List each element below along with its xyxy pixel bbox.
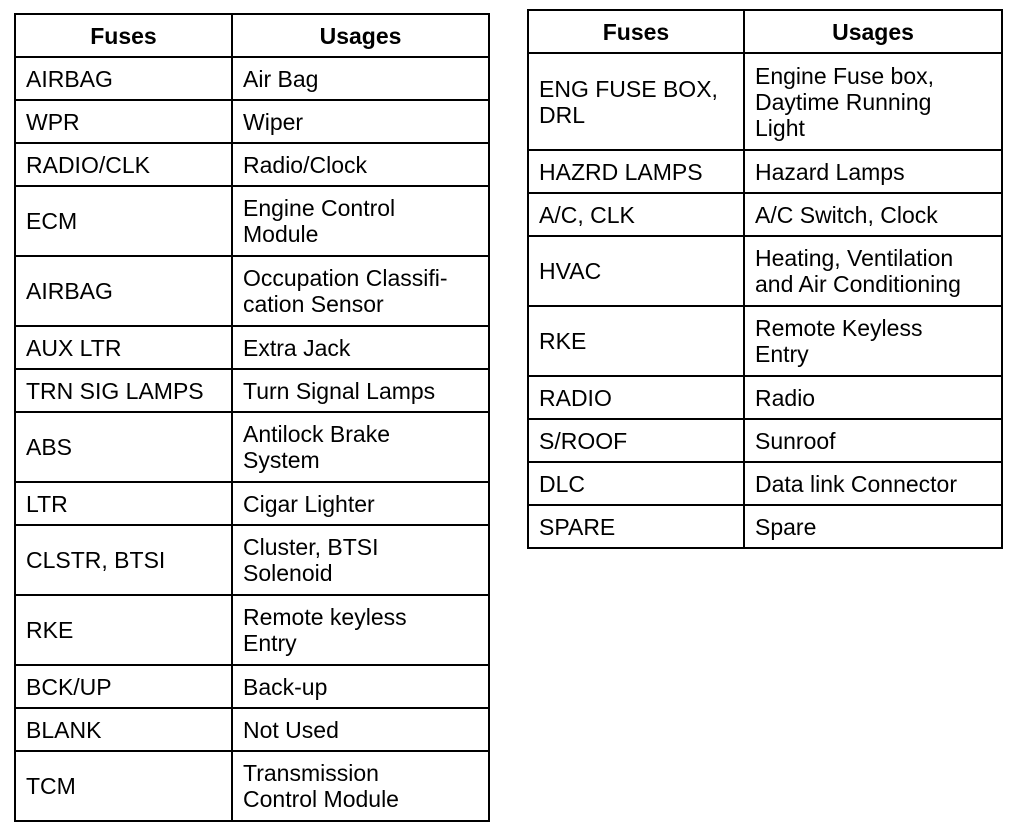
fuse-table-left xyxy=(14,13,490,822)
table-row xyxy=(528,462,1002,505)
fuse-cell: HAZRD LAMPS xyxy=(528,150,744,193)
usage-cell: Engine Control Module xyxy=(232,186,489,256)
fuse-cell: AIRBAG xyxy=(15,256,232,326)
table-row xyxy=(528,193,1002,236)
header-fuses: Fuses xyxy=(528,10,744,53)
table-row xyxy=(15,665,489,708)
usage-cell: Radio xyxy=(744,376,1002,419)
table-header-row xyxy=(528,10,1002,53)
header-fuses: Fuses xyxy=(15,14,232,57)
fuse-cell: RKE xyxy=(15,595,232,665)
table-header-row xyxy=(15,14,489,57)
usage-cell: Air Bag xyxy=(232,57,489,100)
table-row xyxy=(528,505,1002,548)
table-row xyxy=(15,143,489,186)
fuse-cell: RADIO xyxy=(528,376,744,419)
fuse-cell: RKE xyxy=(528,306,744,376)
fuse-cell: ENG FUSE BOX, DRL xyxy=(528,53,744,150)
fuse-cell: BCK/UP xyxy=(15,665,232,708)
table-row xyxy=(15,708,489,751)
usage-cell: Sunroof xyxy=(744,419,1002,462)
usage-cell: Occupation Classifi- cation Sensor xyxy=(232,256,489,326)
fuse-cell: SPARE xyxy=(528,505,744,548)
usage-cell: Remote keyless Entry xyxy=(232,595,489,665)
fuse-cell: TCM xyxy=(15,751,232,821)
fuse-cell: HVAC xyxy=(528,236,744,306)
table-row xyxy=(528,306,1002,376)
fuse-table-right xyxy=(527,9,1003,549)
fuse-cell: TRN SIG LAMPS xyxy=(15,369,232,412)
fuse-cell: A/C, CLK xyxy=(528,193,744,236)
usage-cell: Spare xyxy=(744,505,1002,548)
table-row xyxy=(15,751,489,821)
usage-cell: Heating, Ventilation and Air Conditioning xyxy=(744,236,1002,306)
table-row xyxy=(15,256,489,326)
usage-cell: Turn Signal Lamps xyxy=(232,369,489,412)
usage-cell: Extra Jack xyxy=(232,326,489,369)
fuse-cell: DLC xyxy=(528,462,744,505)
table-row xyxy=(15,100,489,143)
table-row xyxy=(15,326,489,369)
header-usages: Usages xyxy=(744,10,1002,53)
table-row xyxy=(15,525,489,595)
fuse-cell: AIRBAG xyxy=(15,57,232,100)
fuse-cell: S/ROOF xyxy=(528,419,744,462)
fuse-cell: RADIO/CLK xyxy=(15,143,232,186)
fuse-cell: CLSTR, BTSI xyxy=(15,525,232,595)
usage-cell: Cluster, BTSI Solenoid xyxy=(232,525,489,595)
fuse-cell: AUX LTR xyxy=(15,326,232,369)
table-row xyxy=(15,482,489,525)
table-row xyxy=(528,150,1002,193)
usage-cell: Radio/Clock xyxy=(232,143,489,186)
usage-cell: Wiper xyxy=(232,100,489,143)
usage-cell: Data link Connector xyxy=(744,462,1002,505)
fuse-cell: LTR xyxy=(15,482,232,525)
fuse-cell: ABS xyxy=(15,412,232,482)
usage-cell: Cigar Lighter xyxy=(232,482,489,525)
usage-cell: Transmission Control Module xyxy=(232,751,489,821)
usage-cell: Engine Fuse box, Daytime Running Light xyxy=(744,53,1002,150)
usage-cell: Remote Keyless Entry xyxy=(744,306,1002,376)
usage-cell: Antilock Brake System xyxy=(232,412,489,482)
usage-cell: Back-up xyxy=(232,665,489,708)
table-row xyxy=(15,57,489,100)
fuse-cell: ECM xyxy=(15,186,232,256)
table-row xyxy=(15,412,489,482)
table-row xyxy=(15,369,489,412)
table-row xyxy=(528,376,1002,419)
header-usages: Usages xyxy=(232,14,489,57)
table-row xyxy=(15,595,489,665)
table-row xyxy=(528,53,1002,150)
usage-cell: A/C Switch, Clock xyxy=(744,193,1002,236)
usage-cell: Hazard Lamps xyxy=(744,150,1002,193)
table-row xyxy=(15,186,489,256)
table-row xyxy=(528,419,1002,462)
table-row xyxy=(528,236,1002,306)
fuse-cell: BLANK xyxy=(15,708,232,751)
usage-cell: Not Used xyxy=(232,708,489,751)
fuse-cell: WPR xyxy=(15,100,232,143)
